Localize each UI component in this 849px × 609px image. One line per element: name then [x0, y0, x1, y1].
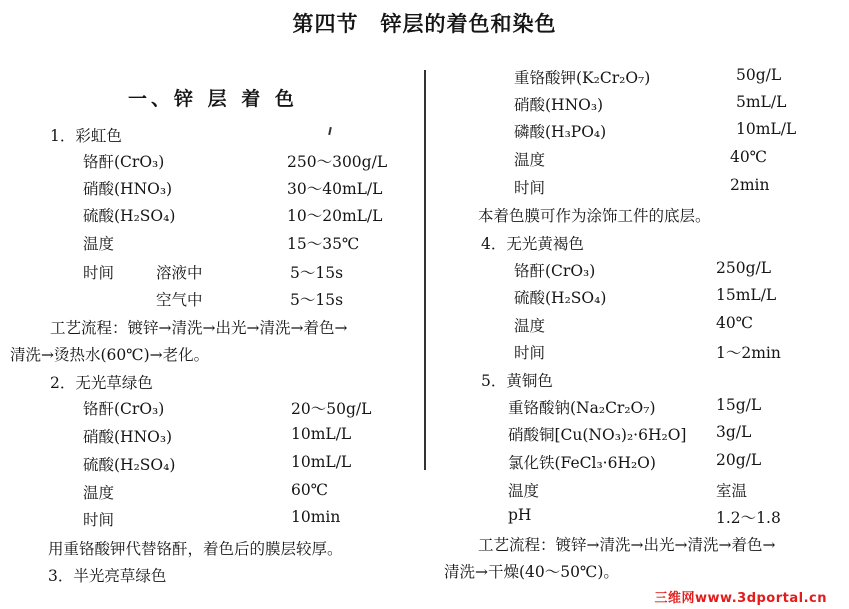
item2-row-value: 10mL/L [291, 453, 352, 471]
item3-row-label: 温度 [514, 151, 546, 169]
item2-row-label: 硝酸(HNO₃) [83, 428, 173, 446]
item2-row-value: 10min [291, 508, 341, 526]
item5-row-label: pH [508, 506, 532, 524]
item2-row-value: 10mL/L [291, 425, 352, 443]
item5-row-value: 15g/L [716, 396, 762, 414]
item4-row-label: 硫酸(H₂SO₄) [514, 289, 607, 307]
watermark: 三维网www.3dportal.cn [654, 591, 827, 606]
item2-row-value: 60℃ [291, 481, 329, 499]
item3-row-label: 磷酸(H₃PO₄) [514, 123, 607, 141]
item5-heading: 5．黄铜色 [481, 372, 553, 390]
item1-row-label: 硫酸(H₂SO₄) [83, 207, 176, 225]
column-divider [424, 70, 426, 470]
item2-note: 用重铬酸钾代替铬酐，着色后的膜层较厚。 [48, 540, 343, 558]
item3-row-value: 2min [730, 176, 770, 194]
item3-row-label: 时间 [514, 179, 546, 197]
item3-row-value: 40℃ [730, 148, 768, 166]
item4-row-label: 温度 [514, 317, 546, 335]
item3-row-value: 5mL/L [736, 93, 787, 111]
scan-speck [328, 127, 331, 135]
item5-row-label: 氯化铁(FeCl₃·6H₂O) [508, 454, 656, 472]
item2-row-label: 温度 [83, 484, 115, 502]
item1-time-value: 5～15s [290, 291, 344, 309]
item4-row-label: 铬酐(CrO₃) [514, 262, 596, 280]
item1-row-value: 15～35℃ [287, 235, 360, 253]
item5-row-value: 1.2～1.8 [716, 509, 781, 527]
item3-row-label: 硝酸(HNO₃) [514, 96, 604, 114]
item1-row-label: 硝酸(HNO₃) [83, 180, 173, 198]
item1-heading: 1．彩虹色 [50, 127, 122, 145]
item4-row-value: 1～2min [716, 344, 781, 362]
item3-row-label: 重铬酸钾(K₂Cr₂O₇) [514, 69, 651, 87]
item3-heading: 3．半光亮草绿色 [48, 567, 167, 585]
item1-time-value: 5～15s [290, 264, 344, 282]
item1-row-value: 30～40mL/L [287, 180, 383, 198]
item5-row-value: 3g/L [716, 423, 752, 441]
item4-row-value: 250g/L [716, 259, 772, 277]
item2-row-label: 时间 [83, 511, 115, 529]
item1-row-label: 铬酐(CrO₃) [83, 153, 165, 171]
item1-process-line: 清洗→烫热水(60℃)→老化。 [10, 346, 210, 364]
item1-row-label: 温度 [83, 235, 115, 253]
item2-row-label: 硫酸(H₂SO₄) [83, 456, 176, 474]
item1-process-line: 工艺流程：镀锌→清洗→出光→清洗→着色→ [50, 319, 348, 337]
section-heading: 一、锌 层 着 色 [128, 88, 298, 110]
page-title: 第四节 锌层的着色和染色 [292, 11, 557, 36]
item5-process-line: 清洗→干燥(40～50℃)。 [444, 563, 619, 581]
item5-process-line: 工艺流程：镀锌→清洗→出光→清洗→着色→ [478, 536, 776, 554]
item2-row-label: 铬酐(CrO₃) [83, 400, 165, 418]
item2-row-value: 20～50g/L [291, 400, 372, 418]
item3-note: 本着色膜可作为涂饰工件的底层。 [478, 207, 711, 225]
item5-row-value: 室温 [716, 482, 748, 500]
item4-row-value: 40℃ [716, 314, 754, 332]
item5-row-value: 20g/L [716, 451, 762, 469]
item1-time-sub-label: 溶液中 [156, 264, 203, 282]
item4-row-value: 15mL/L [716, 286, 777, 304]
item4-heading: 4．无光黄褐色 [481, 235, 584, 253]
item4-row-label: 时间 [514, 344, 546, 362]
item1-time-label: 时间 [83, 264, 115, 282]
item5-row-label: 重铬酸钠(Na₂Cr₂O₇) [508, 399, 656, 417]
item1-row-value: 250～300g/L [287, 153, 388, 171]
item1-row-value: 10～20mL/L [287, 207, 383, 225]
item1-time-sub-label: 空气中 [156, 291, 203, 309]
item5-row-label: 硝酸铜[Cu(NO₃)₂·6H₂O] [508, 426, 687, 444]
item3-row-value: 10mL/L [736, 120, 797, 138]
item5-row-label: 温度 [508, 482, 540, 500]
item2-heading: 2．无光草绿色 [50, 374, 153, 392]
item3-row-value: 50g/L [736, 66, 782, 84]
